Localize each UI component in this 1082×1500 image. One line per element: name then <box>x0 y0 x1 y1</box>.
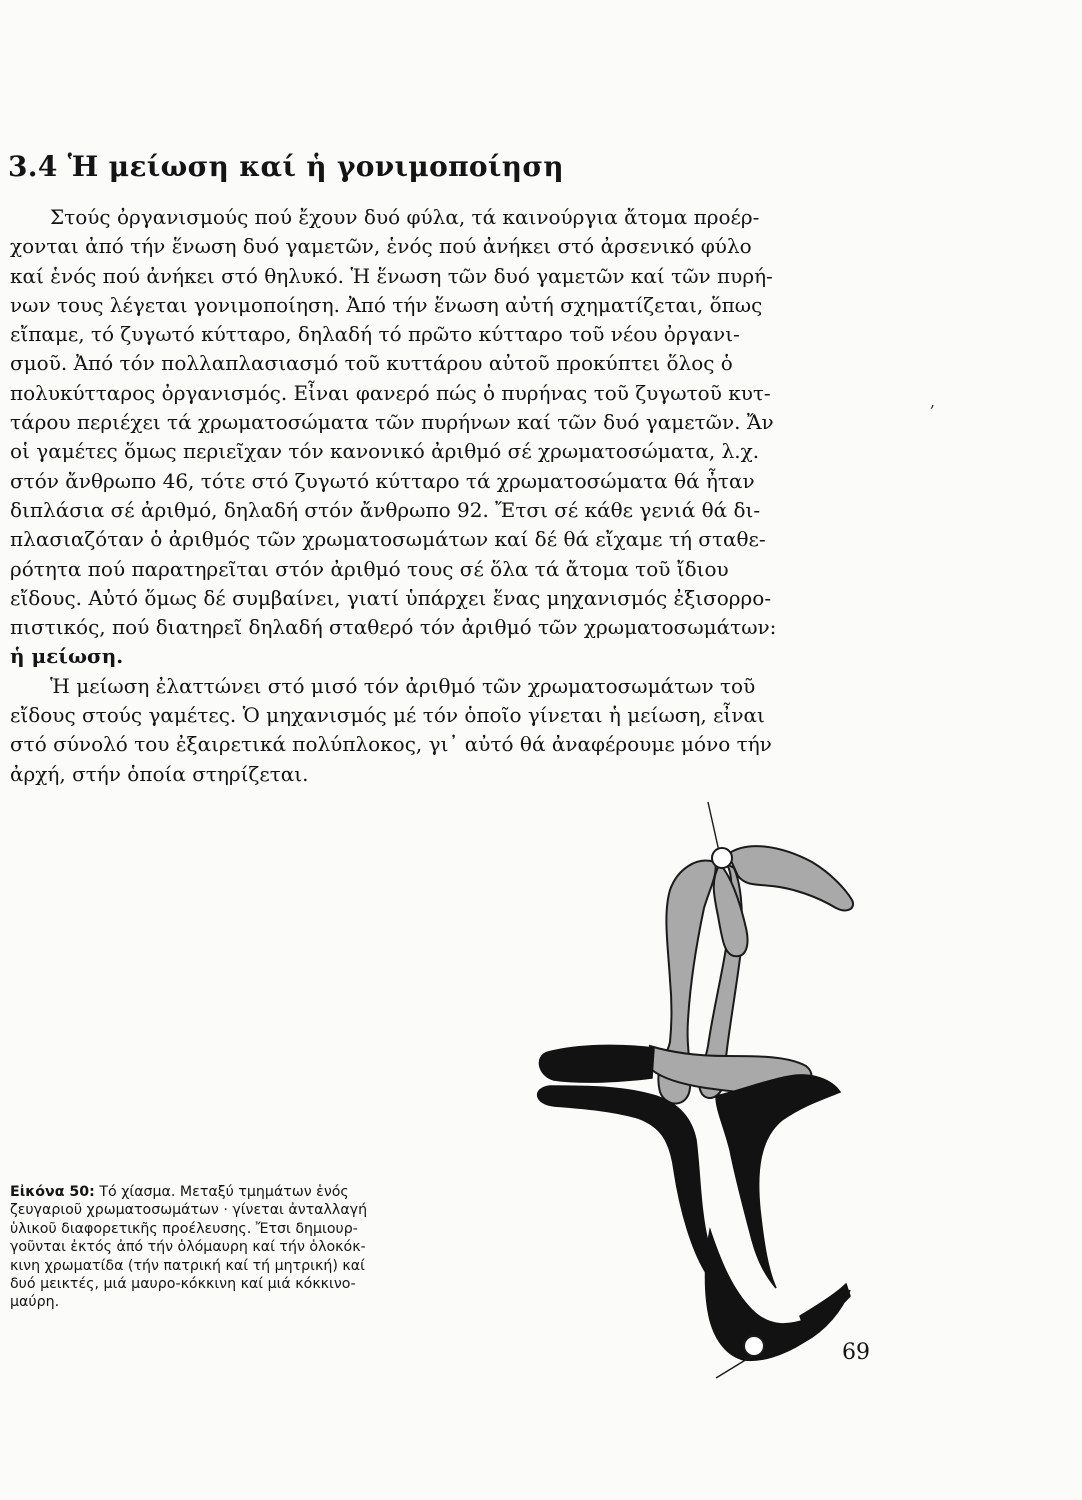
paragraph-line: καί ἑνός πού ἀνήκει στό θηλυκό. Ἡ ἕνωση τῶν δυό γαμετῶν καί τῶν πυρή- <box>10 263 773 288</box>
paragraph-line: πλασιαζόταν ὁ ἀριθμός τῶν χρωματοσωμάτων καί δέ θά εἴχαμε τή σταθε- <box>10 527 766 552</box>
caption-label: Εἰκόνα 50: <box>10 1184 95 1200</box>
paragraph-line: στόν ἄνθρωπο 46, τότε στό ζυγωτό κύτταρο τά χρωματοσώματα θά ἦταν <box>10 468 755 493</box>
paragraph-line: ρότητα πού παρατηρεῖται στόν ἀριθμό τους σέ ὅλα τά ἄτομα τοῦ ἴδιου <box>10 556 729 581</box>
paragraph-line: Στούς ὀργανισμούς πού ἔχουν δυό φύλα, τά καινούργια ἄτομα προέρ- <box>50 205 760 229</box>
paragraph-line: οἱ γαμέτες ὅμως περιεῖχαν τόν κανονικό ἀριθμό σέ χρωματοσώματα, λ.χ. <box>10 439 760 464</box>
figure-caption <box>10 1183 510 1312</box>
paragraph-line: νων τους λέγεται γονιμοποίηση. Ἀπό τήν ἕνωση αὐτή σχηματίζεται, ὅπως <box>10 292 763 317</box>
centromere-lower <box>744 1336 764 1356</box>
caption-line: γοῦνται ἐκτός ἀπό τήν ὁλόμαυρη καί τήν ὁλοκόκ- <box>10 1239 366 1256</box>
caption-first-line <box>10 1183 510 1201</box>
chiasma-figure <box>520 790 920 1380</box>
grey-arm-upper-right <box>728 846 853 910</box>
body-text <box>10 203 878 789</box>
margin-mark: , <box>930 392 936 411</box>
paragraph-final-term: ἡ μείωση. <box>10 644 124 669</box>
paragraph-line: πολυκύτταρος ὀργανισμός. Εἶναι φανερό πώς ὁ πυρήνας τοῦ ζυγωτοῦ κυτ- <box>10 380 771 405</box>
paragraph-line: εἴδους στούς γαμέτες. Ὁ μηχανισμός μέ τόν ὁποῖο γίνεται ἡ μείωση, εἶναι <box>10 703 765 728</box>
page-number: 69 <box>842 1340 870 1365</box>
section-heading: 3.4 Ἡ μείωση καί ἡ γονιμοποίηση <box>8 150 564 183</box>
centromere-upper <box>712 848 732 868</box>
paragraph-line: τάρου περιέχει τά χρωματοσώματα τῶν πυρήνων καί τῶν δυό γαμετῶν. Ἄν <box>10 410 774 435</box>
black-chromatid-right <box>716 1075 840 1288</box>
spindle-line-lower <box>716 1356 752 1378</box>
black-arm-left-upper <box>539 1045 654 1082</box>
caption-text: Τό χίασμα. Μεταξύ τμημάτων ἑνός <box>94 1184 349 1200</box>
paragraph-line: ἀρχή, στήν ὁποία στηρίζεται. <box>10 761 309 786</box>
caption-line: κινη χρωματίδα (τήν πατρική καί τή μητρική) καί <box>10 1257 365 1274</box>
black-chromatid-lower <box>706 1230 851 1360</box>
caption-line: μαύρη. <box>10 1294 60 1311</box>
caption-line: ζευγαριοῦ χρωματοσωμάτων · γίνεται ἀνταλλαγή <box>10 1202 368 1219</box>
caption-line: δυό μεικτές, μιά μαυρο-κόκκινη καί μιά κόκκινο- <box>10 1276 356 1293</box>
paragraph-line: σμοῦ. Ἀπό τόν πολλαπλασιασμό τοῦ κυττάρου αὐτοῦ προκύπτει ὅλος ὁ <box>10 351 733 376</box>
caption-line: ὑλικοῦ διαφορετικῆς προέλευσης. Ἔτσι δημιουρ- <box>10 1220 358 1237</box>
grey-chromatids <box>650 846 853 1103</box>
paragraph-line: εἴπαμε, τό ζυγωτό κύτταρο, δηλαδή τό πρῶτο κύτταρο τοῦ νέου ὀργανι- <box>10 322 740 347</box>
black-chromatids <box>538 1045 850 1360</box>
paragraph-line: Ἡ μείωση ἐλαττώνει στό μισό τόν ἀριθμό τῶν χρωματοσωμάτων τοῦ <box>50 673 756 698</box>
paragraph-line: πιστικός, πού διατηρεῖ δηλαδή σταθερό τόν ἀριθμό τῶν χρωματοσωμάτων: <box>10 615 777 640</box>
paragraph-line: εἴδους. Αὐτό ὅμως δέ συμβαίνει, γιατί ὑπάρχει ἕνας μηχανισμός ἐξισορρο- <box>10 585 772 610</box>
paragraph-line: στό σύνολό του ἐξαιρετικά πολύπλοκος, γι᾽ αὐτό θά ἀναφέρουμε μόνο τήν <box>10 732 772 757</box>
paragraph-line: διπλάσια σέ ἀριθμό, δηλαδή στόν ἄνθρωπο 92. Ἔτσι σέ κάθε γενιά θά δι- <box>10 497 761 522</box>
paragraph-line: χονται ἀπό τήν ἕνωση δυό γαμετῶν, ἑνός πού ἀνήκει στό ἀρσενικό φύλο <box>10 234 752 259</box>
